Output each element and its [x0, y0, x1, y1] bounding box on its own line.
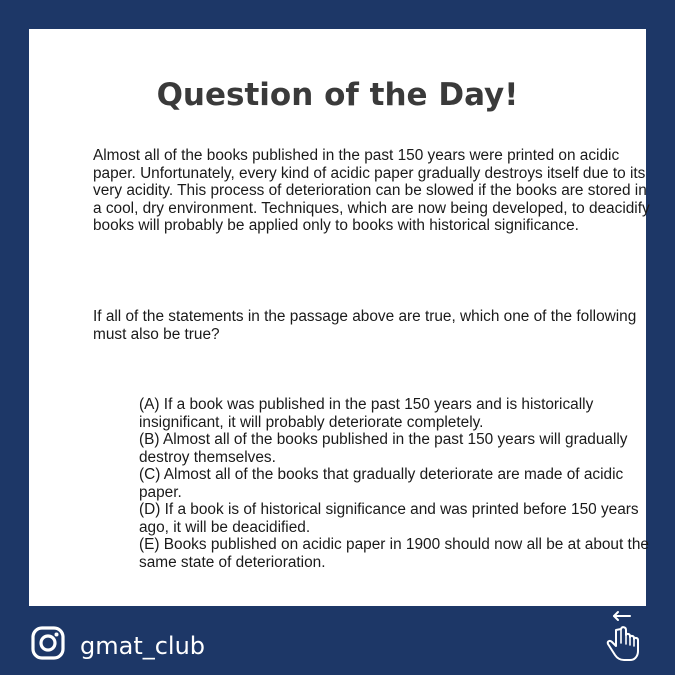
question-stem: If all of the statements in the passage above are true, which one of the following must also be true?: [93, 308, 637, 343]
page-title: Question of the Day!: [156, 77, 519, 113]
answer-options: [139, 396, 649, 571]
passage-text: Almost all of the books published in the past 150 years were printed on acidic paper. Unfortunately, every kind of acidic paper gradually destroys itself due to its very acidity. This process of deterioration can be slowed if the books are stored in a cool, dry environment. Techniques, which are now being developed, to deacidify books will probably be applied only to books with historical significance.: [93, 147, 650, 234]
answer-option-c: (C) Almost all of the books that gradually deteriorate are made of acidic paper.: [139, 466, 624, 501]
answer-option-a: (A) If a book was published in the past 150 years and is historically insignificant, it will probably deteriorate completely.: [139, 396, 594, 431]
answer-option-d: (D) If a book is of historical significance and was printed before 150 years ago, it will be deacidified.: [139, 501, 639, 536]
answer-option-b: (B) Almost all of the books published in the past 150 years will gradually destroy themselves.: [139, 431, 628, 466]
handle-text: gmat_club: [80, 631, 206, 660]
answer-option-e: (E) Books published on acidic paper in 1900 should now all be at about the same state of deterioration.: [139, 536, 649, 571]
question-card: [29, 29, 650, 606]
social-handle[interactable]: [30, 625, 205, 666]
instagram-icon: [30, 625, 66, 666]
